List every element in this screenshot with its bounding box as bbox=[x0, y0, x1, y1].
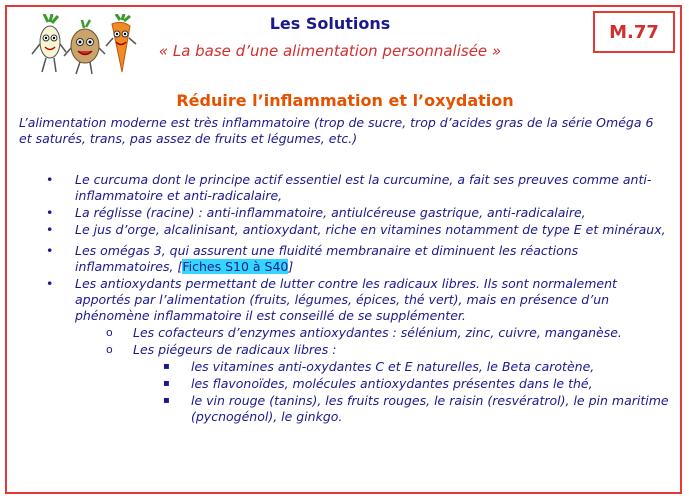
bullet-icon: • bbox=[46, 222, 54, 237]
sub-sub-list-item bbox=[45, 359, 675, 375]
bullet-icon: • bbox=[46, 276, 54, 291]
section-title: Réduire l’inflammation et l’oxydation bbox=[176, 91, 514, 110]
list-item bbox=[45, 222, 675, 238]
carrot-icon bbox=[106, 14, 136, 72]
list-item-text-close: ] bbox=[288, 259, 294, 274]
sub-list-item bbox=[45, 342, 675, 358]
list-item-text: Le curcuma dont le principe actif essentiel est la curcumine, a fait ses preuves comme anti- inflammatoire et anti-radicalaire, bbox=[75, 172, 652, 203]
intro-paragraph: L’alimentation moderne est très inflammatoire (trop de sucre, trop d’acides gras de la série Oméga 6 et saturés, trans, pas assez de fruits et légumes, etc.) bbox=[19, 115, 654, 146]
potato-icon bbox=[64, 20, 105, 74]
sub-list-item-text: Les cofacteurs d’enzymes antioxydantes : sélénium, zinc, cuivre, manganèse. bbox=[133, 325, 622, 340]
sub-sub-list-item bbox=[45, 376, 675, 392]
bullet-icon: • bbox=[46, 205, 54, 220]
sub-sub-list-item-text: les flavonoïdes, molécules antioxydantes présentes dans le thé, bbox=[191, 376, 593, 391]
list-item bbox=[45, 205, 675, 221]
list-item-text: Les omégas 3, qui assurent une fluidité membranaire et diminuent les réactions inflammatoires, [ bbox=[75, 243, 579, 274]
list-item bbox=[45, 243, 675, 275]
list-item bbox=[45, 172, 675, 204]
document-code-badge: M.77 bbox=[593, 11, 675, 53]
bullet-icon: • bbox=[46, 243, 54, 258]
sub-sub-list-item bbox=[45, 393, 675, 425]
square-bullet-icon: ▪ bbox=[163, 378, 170, 389]
sub-list-item bbox=[45, 325, 675, 341]
sub-sub-list-item-text: les vitamines anti-oxydantes C et E naturelles, le Beta carotène, bbox=[191, 359, 595, 374]
sub-list-item-text: Les piégeurs de radicaux libres : bbox=[133, 342, 337, 357]
square-bullet-icon: ▪ bbox=[163, 395, 170, 406]
circle-bullet-icon: o bbox=[106, 343, 113, 356]
header-subtitle: « La base d’une alimentation personnalisée » bbox=[158, 42, 502, 60]
list-item-text: Le jus d’orge, alcalinisant, antioxydant, riche en vitamines notamment de type E et minéraux, bbox=[75, 222, 666, 237]
leek-icon bbox=[32, 14, 66, 72]
bullet-icon: • bbox=[46, 172, 54, 187]
fiches-link[interactable]: Fiches S10 à S40 bbox=[182, 259, 289, 274]
sub-sub-list-item-text: le vin rouge (tanins), les fruits rouges, le raisin (resvératrol), le pin maritime (pycnogénol), le ginkgo. bbox=[191, 393, 669, 424]
circle-bullet-icon: o bbox=[106, 326, 113, 339]
list-item bbox=[45, 276, 675, 324]
list-item-text: La réglisse (racine) : anti-inflammatoire, antiulcéreuse gastrique, anti-radicalaire, bbox=[75, 205, 586, 220]
square-bullet-icon: ▪ bbox=[163, 361, 170, 372]
vegetables-logo bbox=[30, 14, 140, 78]
list-item-text: Les antioxydants permettant de lutter contre les radicaux libres. Ils sont normalement apportés par l’alimentation (fruits, légumes, épices, thé vert), mais en présence d’un phénomène inflammatoire il est conseillé de se supplémenter. bbox=[75, 276, 617, 323]
solutions-list bbox=[45, 172, 675, 425]
header-title: Les Solutions bbox=[269, 14, 391, 33]
